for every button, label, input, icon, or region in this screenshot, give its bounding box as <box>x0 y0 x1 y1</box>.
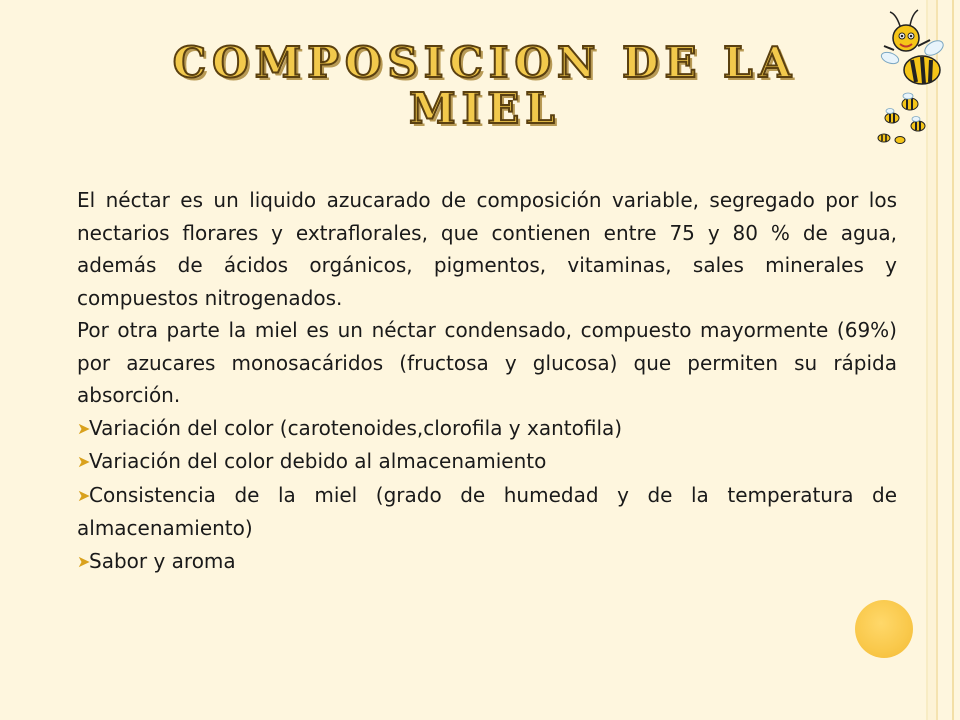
small-bee-2 <box>885 109 899 124</box>
slide-title: COMPOSICION DE LA MIEL <box>172 38 798 133</box>
decorative-circle <box>855 600 913 658</box>
small-bee-4 <box>878 134 905 144</box>
small-bee-3 <box>911 117 925 132</box>
small-bee-1 <box>902 93 918 110</box>
bullet-item: ➤Variación del color (carotenoides,clorofila y xantofila) <box>77 412 897 446</box>
arrow-bullet-icon: ➤ <box>77 452 91 471</box>
bullet-item: ➤Sabor y aroma <box>77 545 897 579</box>
arrow-bullet-icon: ➤ <box>77 485 91 505</box>
paragraph-miel: Por otra parte la miel es un néctar condensado, compuesto mayormente (69%) por azucares monosacáridos (fructosa y glucosa) que permiten su rápida absorción. <box>77 318 897 407</box>
bullet-item: ➤Variación del color debido al almacenamiento <box>77 445 897 479</box>
arrow-bullet-icon: ➤ <box>77 551 91 571</box>
large-bee <box>880 10 946 84</box>
arrow-bullet-icon: ➤ <box>77 418 91 438</box>
bullet-item: ➤Consistencia de la miel (grado de humedad y de la temperatura de almacenamiento) <box>77 479 897 545</box>
paragraph-nectar: El néctar es un liquido azucarado de composición variable, segregado por los nectarios florares y extraflorales, que contienen entre 75 y 80 % de agua, además de ácidos orgánicos, pigmentos, vitaminas, sales minerales y compuestos nitrogenados. <box>77 188 897 310</box>
slide-body <box>77 184 897 578</box>
bee-illustration <box>870 0 950 150</box>
